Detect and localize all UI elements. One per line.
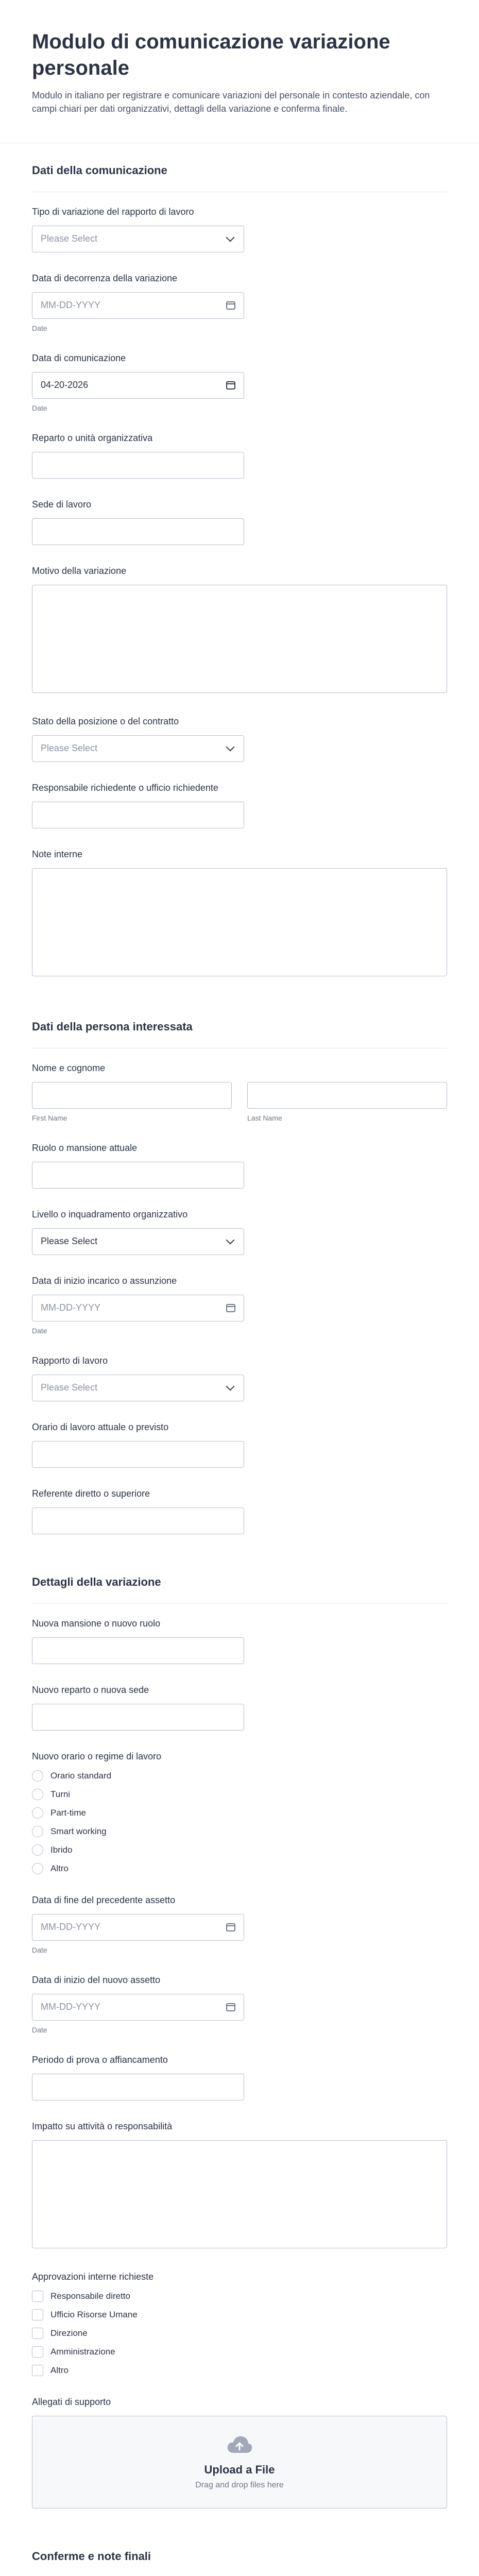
field-level — [32, 1209, 447, 1255]
checkbox[interactable] — [32, 2346, 43, 2358]
field-variation-type — [32, 207, 447, 252]
position-status-select[interactable] — [32, 735, 244, 762]
calendar-icon[interactable] — [226, 1304, 235, 1312]
manager-input[interactable] — [32, 1507, 244, 1534]
requester-input[interactable] — [32, 802, 244, 828]
date-sublabel: Date — [32, 1945, 47, 1954]
field-effective-date — [32, 273, 447, 332]
calendar-icon[interactable] — [226, 381, 235, 389]
radio-button[interactable] — [32, 1807, 43, 1819]
field-label: Nuovo reparto o nuova sede — [32, 1684, 149, 1695]
checkbox-option[interactable] — [32, 2291, 447, 2302]
option-label: Direzione — [50, 2328, 88, 2338]
approvals-checkbox-group — [32, 2291, 447, 2376]
new-start-date-input[interactable] — [32, 1994, 244, 2021]
field-label: Impatto su attività o responsabilità — [32, 2121, 173, 2131]
radio-option[interactable] — [32, 1807, 447, 1819]
date-sublabel: Date — [32, 324, 47, 332]
field-label: Data di decorrenza della variazione — [32, 273, 178, 283]
field-label: Livello o inquadramento organizzativo — [32, 1209, 188, 1219]
last-name-col — [247, 1082, 447, 1122]
checkbox[interactable] — [32, 2291, 43, 2302]
chevron-down-icon — [226, 233, 235, 242]
date-sublabel: Date — [32, 403, 47, 412]
form-title: Modulo di comunicazione variazione personale — [32, 30, 390, 80]
option-label: Part-time — [50, 1807, 86, 1818]
calendar-icon[interactable] — [226, 1923, 235, 1931]
section-person — [0, 999, 479, 1534]
last-name-sublabel: Last Name — [247, 1113, 282, 1122]
field-start-date — [32, 1276, 447, 1335]
checkbox[interactable] — [32, 2309, 43, 2320]
checkbox-option[interactable] — [32, 2365, 447, 2376]
checkbox[interactable] — [32, 2365, 43, 2376]
section-header — [32, 2529, 447, 2576]
field-label: Nuovo orario o regime di lavoro — [32, 1751, 162, 1761]
field-label: Referente diretto o superiore — [32, 1488, 150, 1499]
field-label: Reparto o unità organizzativa — [32, 432, 153, 443]
field-new-role — [32, 1618, 447, 1664]
field-reason — [32, 566, 447, 696]
internal-notes-textarea[interactable] — [32, 868, 447, 976]
radio-option[interactable] — [32, 1863, 447, 1874]
file-upload-dropzone[interactable] — [32, 2416, 447, 2509]
option-label: Ibrido — [50, 1844, 73, 1855]
option-label: Altro — [50, 2365, 69, 2375]
date-placeholder: MM-DD-YYYY — [41, 1922, 100, 1933]
new-role-input[interactable] — [32, 1637, 244, 1664]
field-label: Data di inizio incarico o assunzione — [32, 1275, 177, 1286]
form-header — [0, 0, 479, 143]
field-full-name — [32, 1063, 447, 1122]
upload-title: Upload a File — [204, 2463, 275, 2476]
reason-textarea[interactable] — [32, 585, 447, 693]
effective-date-input[interactable] — [32, 292, 244, 319]
calendar-icon[interactable] — [226, 301, 235, 310]
field-label: Responsabile richiedente o ufficio richiedente — [32, 782, 218, 793]
field-new-department — [32, 1685, 447, 1731]
field-attachments — [32, 2397, 447, 2509]
checkbox[interactable] — [32, 2328, 43, 2339]
variation-type-select[interactable] — [32, 226, 244, 252]
section-title: Dettagli della variazione — [32, 1575, 161, 1588]
field-label: Periodo di prova o affiancamento — [32, 2054, 168, 2065]
radio-option[interactable] — [32, 1826, 447, 1837]
field-label: Orario di lavoro attuale o previsto — [32, 1421, 169, 1432]
name-row — [32, 1082, 447, 1122]
field-label: Nuova mansione o nuovo ruolo — [32, 1618, 161, 1629]
option-label: Ufficio Risorse Umane — [50, 2309, 138, 2319]
field-role — [32, 1143, 447, 1189]
field-label: Note interne — [32, 849, 83, 859]
option-label: Amministrazione — [50, 2346, 115, 2357]
field-label: Data di fine del precedente assetto — [32, 1894, 176, 1905]
date-placeholder: MM-DD-YYYY — [41, 2002, 100, 2012]
option-label: Orario standard — [50, 1770, 112, 1781]
radio-button[interactable] — [32, 1844, 43, 1856]
field-label: Nome e cognome — [32, 1062, 106, 1073]
radio-option[interactable] — [32, 1789, 447, 1800]
field-manager — [32, 1488, 447, 1534]
section-title: Dati della comunicazione — [32, 163, 167, 177]
field-new-schedule — [32, 1751, 447, 1874]
field-requester — [32, 783, 447, 828]
schedule-input[interactable] — [32, 1441, 244, 1468]
last-name-input[interactable] — [247, 1082, 447, 1109]
field-label: Ruolo o mansione attuale — [32, 1142, 138, 1153]
field-position-status — [32, 716, 447, 762]
section-confirmation — [0, 2529, 479, 2576]
field-label: Motivo della variazione — [32, 565, 127, 576]
field-label: Tipo di variazione del rapporto di lavoro — [32, 206, 194, 217]
select-placeholder: Please Select — [41, 743, 98, 754]
section-communication — [0, 143, 479, 979]
role-input[interactable] — [32, 1162, 244, 1189]
field-trial — [32, 2055, 447, 2100]
communication-date-input[interactable] — [32, 372, 244, 399]
form-description: Modulo in italiano per registrare e comunicare variazioni del personale in contesto aziendale, con campi chiari per dati organizzativi, dettagli della variazione e conferma finale. — [32, 90, 430, 114]
cloud-upload-icon — [226, 2434, 253, 2455]
date-placeholder: MM-DD-YYYY — [41, 300, 100, 311]
field-impact — [32, 2121, 447, 2251]
field-label: Data di inizio del nuovo assetto — [32, 1974, 161, 1985]
field-label: Sede di lavoro — [32, 499, 92, 510]
start-date-input[interactable] — [32, 1295, 244, 1321]
field-label: Rapporto di lavoro — [32, 1355, 108, 1366]
date-value: 04-20-2026 — [41, 380, 89, 391]
chevron-down-icon — [226, 1382, 235, 1391]
first-name-col — [32, 1082, 232, 1122]
field-internal-notes — [32, 849, 447, 979]
new-department-input[interactable] — [32, 1704, 244, 1731]
date-sublabel: Date — [32, 1326, 47, 1335]
first-name-sublabel: First Name — [32, 1113, 67, 1122]
trial-input[interactable] — [32, 2074, 244, 2100]
section-title: Conferme e note finali — [32, 2549, 151, 2563]
calendar-icon[interactable] — [226, 2003, 235, 2011]
section-title: Dati della persona interessata — [32, 1020, 193, 1033]
section-header — [32, 1555, 447, 1604]
section-details — [0, 1555, 479, 2509]
field-approvals — [32, 2272, 447, 2376]
work-site-input[interactable] — [32, 518, 244, 545]
checkbox-option[interactable] — [32, 2328, 447, 2339]
option-label: Turni — [50, 1789, 71, 1799]
option-label: Smart working — [50, 1826, 107, 1836]
checkbox-option[interactable] — [32, 2346, 447, 2358]
date-placeholder: MM-DD-YYYY — [41, 1302, 100, 1313]
section-header — [32, 143, 447, 192]
field-new-start — [32, 1975, 447, 2034]
chevron-down-icon — [226, 1235, 235, 1244]
radio-option[interactable] — [32, 1770, 447, 1782]
radio-button[interactable] — [32, 1863, 43, 1874]
option-label: Responsabile diretto — [50, 2291, 130, 2301]
checkbox-option[interactable] — [32, 2309, 447, 2320]
select-value: Please Select — [41, 1236, 98, 1247]
chevron-down-icon — [226, 742, 235, 751]
field-schedule — [32, 1422, 447, 1468]
schedule-radio-group — [32, 1770, 447, 1874]
radio-button[interactable] — [32, 1789, 43, 1800]
first-name-input[interactable] — [32, 1082, 232, 1109]
field-work-site — [32, 499, 447, 545]
date-sublabel: Date — [32, 2025, 47, 2034]
field-label: Allegati di supporto — [32, 2396, 111, 2407]
option-label: Altro — [50, 1863, 69, 1873]
field-label: Approvazioni interne richieste — [32, 2271, 154, 2282]
field-previous-end — [32, 1895, 447, 1954]
radio-button[interactable] — [32, 1826, 43, 1837]
field-department — [32, 433, 447, 479]
upload-subtitle: Drag and drop files here — [195, 2480, 284, 2489]
radio-option[interactable] — [32, 1844, 447, 1856]
level-select[interactable] — [32, 1228, 244, 1255]
radio-button[interactable] — [32, 1770, 43, 1782]
department-input[interactable] — [32, 452, 244, 479]
field-label: Data di comunicazione — [32, 352, 126, 363]
previous-end-date-input[interactable] — [32, 1914, 244, 1941]
select-placeholder: Please Select — [41, 1382, 98, 1393]
field-label: Stato della posizione o del contratto — [32, 716, 179, 726]
field-communication-date — [32, 353, 447, 412]
select-placeholder: Please Select — [41, 233, 98, 244]
section-header — [32, 999, 447, 1048]
employment-select[interactable] — [32, 1375, 244, 1401]
impact-textarea[interactable] — [32, 2140, 447, 2248]
field-employment — [32, 1355, 447, 1401]
